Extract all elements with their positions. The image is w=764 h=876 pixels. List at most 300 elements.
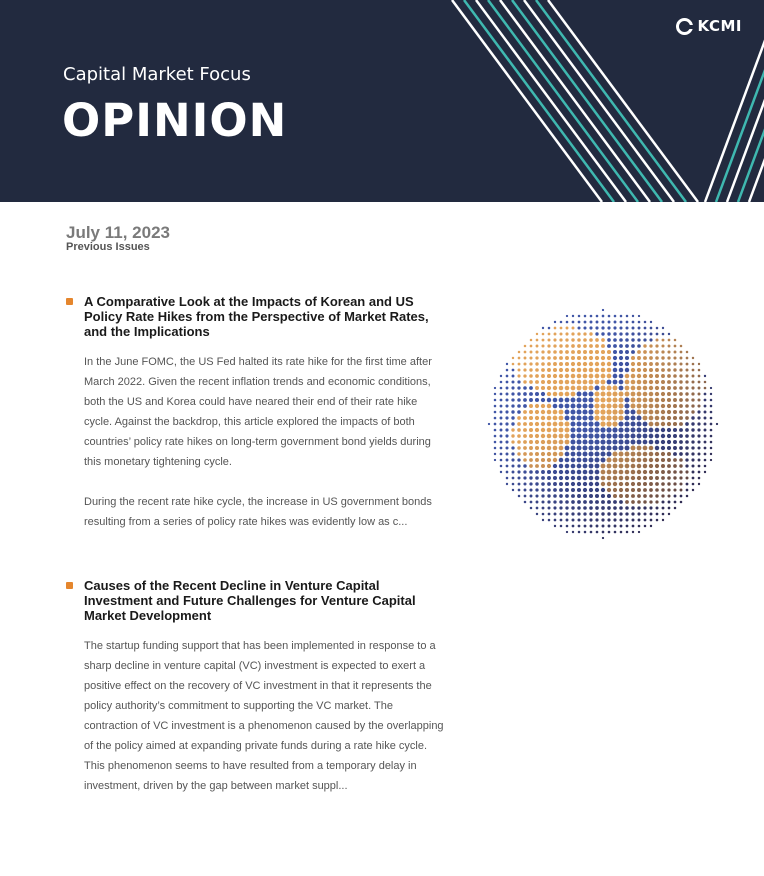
globe-dot [650,321,652,323]
globe-dot [686,489,689,492]
globe-dot [541,464,545,468]
globe-dot [638,315,640,317]
globe-dot [505,434,508,437]
globe-dot [685,422,689,426]
globe-dot [637,440,642,445]
globe-dot [571,374,576,379]
stripe-line [536,0,686,202]
globe-dot [506,465,509,468]
globe-dot [547,374,551,378]
globe-dot [511,440,514,443]
globe-dot [547,416,552,421]
article-title-link[interactable]: Causes of the Recent Decline in Venture Capital Investment and Future Challenges for Venture Capital Market Development [84,578,416,623]
globe-dot [668,333,670,335]
stripe-line [512,0,662,202]
globe-dot [649,482,653,486]
globe-dot [553,380,557,384]
globe-dot [494,393,496,395]
globe-dot [582,427,587,432]
globe-dot [619,458,624,463]
globe-dot [631,368,635,372]
globe-dot [656,327,659,330]
globe-dot [631,404,636,409]
globe-dot [643,440,648,445]
globe-dot [553,488,557,492]
globe-dot [500,405,503,408]
globe-dot [559,416,564,421]
globe-dot [613,494,617,498]
globe-dot [577,398,582,403]
page-title: OPINION [62,94,288,147]
globe-dot [674,495,677,498]
globe-dot [536,333,538,335]
globe-dot [583,362,587,366]
globe-dot [571,434,576,439]
globe-dot [668,345,671,348]
globe-dot [535,488,538,491]
globe-dot [541,362,545,366]
article-2 [66,578,450,796]
globe-dot [571,470,576,475]
globe-dot [595,482,599,486]
globe-dot [541,356,544,359]
globe-dot [649,344,652,347]
globe-dot [625,512,628,515]
globe-dot [601,512,604,515]
article-summary: The startup funding support that has been implemented in response to a sharp decline in venture capital (VC) investment is expected to exert a positive effect on the recovery of VC investment in that it represents the policy authority’s commitment to supporting the VC market. The contraction of VC investment is a phenomenon caused by the overlapping of the policy aimed at expanding private funds during a rate hike cycle. This phenomenon seems to have resulted from a temporary delay in investment, driven by the gap between market suppl... [84,640,444,792]
globe-dot [625,332,628,335]
globe-dot [602,537,604,539]
globe-dot [529,416,533,420]
globe-dot [698,483,700,485]
globe-dot [518,483,521,486]
globe-dot [692,375,695,378]
globe-dot [500,435,503,438]
globe-dot [643,368,647,372]
globe-dot [595,356,599,360]
globe-dot [631,338,634,341]
globe-dot [595,386,600,391]
logo-text: KCMI [697,17,742,35]
globe-dot [577,494,581,498]
globe-dot [559,458,564,463]
globe-dot [637,464,642,469]
globe-dot [679,368,682,371]
globe-dot [602,315,605,318]
globe-dot [535,428,539,432]
globe-dot [565,470,569,474]
globe-dot [614,315,617,318]
globe-dot [643,404,648,409]
globe-dot [559,482,563,486]
globe-dot [691,446,694,449]
globe-dot [578,321,581,324]
globe-dot [559,446,564,451]
globe-dot [565,506,568,509]
globe-dot [559,470,563,474]
globe-dot [601,338,605,342]
globe-dot [655,434,660,439]
globe-dot [607,344,611,348]
globe-dot [637,368,641,372]
globe-dot [620,525,623,528]
globe-dot [685,374,688,377]
globe-dot [553,404,558,409]
globe-dot [582,409,587,414]
globe-dot [674,501,677,504]
globe-dot [511,392,514,395]
globe-dot [553,356,557,360]
globe-dot [620,321,623,324]
globe-dot [553,440,558,445]
globe-dot [594,439,599,444]
globe-dot [643,344,646,347]
globe-dot [613,386,618,391]
globe-dot [517,434,521,438]
globe-dot [631,422,636,427]
globe-dot [559,506,562,509]
globe-dot [488,423,490,425]
globe-dot [523,374,526,377]
globe-dot [661,494,664,497]
globe-dot [511,428,514,431]
globe-dot [704,411,707,414]
previous-issues-link[interactable]: Previous Issues [66,241,150,253]
globe-dot [667,470,671,474]
globe-dot [500,447,503,450]
globe-dot [500,465,503,468]
globe-dot [643,470,647,474]
globe-dot [608,525,611,528]
globe-dot [686,495,689,498]
globe-dot [583,506,587,510]
globe-dot [547,446,551,450]
globe-dot [589,470,594,475]
globe-dot [680,351,683,354]
globe-dot [512,369,515,372]
globe-dot [637,488,641,492]
globe-dot [710,453,712,455]
globe-dot [571,392,576,397]
globe-dot [517,374,520,377]
globe-dot [601,500,605,504]
globe-dot [607,338,611,342]
globe-dot [643,398,648,403]
globe-dot [637,344,641,348]
globe-dot [512,477,515,480]
globe-dot [606,421,611,426]
globe-dot [673,422,677,426]
globe-dot [625,374,630,379]
globe-dot [661,464,665,468]
globe-dot [529,446,533,450]
globe-dot [685,440,689,444]
globe-dot [541,482,545,486]
globe-dot [583,398,588,403]
globe-dot [674,351,677,354]
globe-dot [649,404,654,409]
globe-dot [565,458,570,463]
globe-dot [649,368,653,372]
globe-dot [644,525,647,528]
globe-dot [607,500,611,504]
globe-dot [624,427,629,432]
globe-dot [625,404,630,409]
globe-dot [541,422,545,426]
globe-dot [553,362,557,366]
globe-dot [541,398,545,402]
globe-dot [619,380,624,385]
globe-dot [595,392,600,397]
globe-dot [691,386,694,389]
globe-dot [542,339,545,342]
globe-dot [547,356,551,360]
globe-dot [698,465,701,468]
globe-dot [667,386,671,390]
globe-dot [572,519,575,522]
globe-dot [535,392,539,396]
globe-dot [638,531,640,533]
globe-dot [583,452,588,457]
globe-dot [673,416,677,420]
globe-dot [674,507,677,510]
globe-dot [547,410,552,415]
globe-dot [655,470,659,474]
globe-dot [679,428,683,432]
globe-dot [637,470,641,474]
globe-dot [691,410,694,413]
globe-dot [607,368,612,373]
globe-dot [613,500,617,504]
globe-dot [583,386,588,391]
globe-dot [565,434,570,439]
globe-dot [500,411,503,414]
article-title-link[interactable]: A Comparative Look at the Impacts of Korean and US Policy Rate Hikes from the Perspective of Market Rates, and the Implications [84,294,429,339]
globe-dot [602,321,605,324]
globe-dot [595,452,600,457]
globe-dot [505,446,508,449]
globe-dot [655,356,659,360]
globe-dot [535,410,539,414]
globe-dot [577,350,581,354]
globe-dot [505,410,508,413]
globe-dot [565,494,569,498]
globe-dot [643,506,646,509]
globe-dot [511,410,514,413]
globe-dot [494,411,497,414]
globe-dot [637,410,642,415]
globe-dot [698,369,701,372]
globe-dot [517,386,520,389]
globe-dot [661,470,665,474]
globe-dot [612,403,617,408]
globe-dot [506,375,509,378]
globe-dot [583,332,586,335]
globe-dot [649,350,653,354]
globe-dot [588,403,593,408]
globe-dot [649,500,652,503]
globe-dot [541,434,545,438]
globe-dot [518,495,521,498]
globe-dot [535,350,538,353]
globe-dot [583,476,587,480]
globe-dot [643,362,647,366]
globe-dot [637,404,642,409]
globe-dot [529,398,533,402]
globe-dot [679,380,682,383]
globe-dot [632,315,634,317]
globe-dot [583,356,587,360]
globe-dot [494,405,497,408]
globe-dot [595,512,598,515]
globe-dot [606,439,611,444]
globe-dot [643,416,648,421]
globe-dot [523,470,526,473]
globe-dot [576,409,581,414]
globe-dot [631,506,634,509]
globe-dot [553,452,558,457]
globe-dot [601,392,606,397]
globe-dot [576,427,581,432]
globe-dot [655,446,659,450]
globe-dot [661,500,664,503]
globe-dot [559,338,562,341]
globe-dot [583,338,587,342]
globe-dot [511,446,514,449]
globe-dot [643,410,648,415]
globe-dot [547,428,552,433]
globe-dot [595,368,600,373]
globe-dot [600,427,605,432]
globe-dot [566,519,569,522]
globe-dot [601,470,606,475]
globe-dot [601,476,606,481]
globe-dot [601,332,604,335]
globe-dot [565,362,569,366]
globe-dot [679,482,682,485]
globe-dot [662,333,665,336]
globe-dot [631,392,636,397]
globe-dot [577,338,581,342]
globe-dot [649,356,653,360]
globe-dot [619,368,623,372]
globe-dot [655,458,659,462]
globe-dot [661,476,665,480]
globe-dot [589,326,592,329]
globe-dot [697,446,700,449]
globe-dot [655,500,658,503]
globe-dot [668,501,671,504]
globe-dot [577,344,581,348]
globe-dot [637,386,642,391]
globe-dot [559,398,564,403]
globe-dot [553,398,558,403]
globe-dot [577,464,582,469]
globe-dot [577,470,582,475]
globe-dot [667,422,671,426]
stripe-line [500,0,650,202]
globe-dot [613,506,617,510]
globe-dot [613,368,618,373]
globe-dot [553,392,558,397]
globe-dot [578,315,581,318]
globe-dot [679,464,682,467]
globe-dot [607,488,611,492]
globe-dot [650,519,653,522]
globe-dot [667,416,671,420]
globe-dot [553,416,558,421]
globe-dot [559,428,564,433]
globe-dot [547,392,551,396]
globe-dot [583,446,588,451]
globe-dot [637,374,641,378]
globe-dot [667,440,671,444]
globe-dot [553,344,556,347]
globe-dot [559,380,563,384]
globe-dot [589,512,592,515]
globe-dot [668,339,671,342]
globe-dot [674,339,677,342]
globe-dot [601,356,605,360]
globe-dot [685,392,688,395]
globe-dot [673,434,677,438]
globe-dot [511,464,514,467]
globe-dot [618,433,623,438]
globe-dot [631,332,634,335]
kcmi-logo[interactable] [676,17,742,35]
globe-dot [625,386,630,391]
globe-dot [668,507,671,510]
globe-dot [637,362,641,366]
globe-dot [661,422,665,426]
globe-dot [661,386,665,390]
globe-dot [649,362,653,366]
globe-dot [535,398,539,402]
globe-dot [529,482,532,485]
globe-dot [679,404,683,408]
globe-dot [547,476,551,480]
globe-dot [595,464,600,469]
globe-dot [559,494,563,498]
globe-dot [594,397,599,402]
globe-dot [506,471,509,474]
globe-dot [500,441,503,444]
globe-dot [612,433,617,438]
globe-dot [631,362,635,366]
globe-dot [548,507,551,510]
globe-dot [571,338,574,341]
globe-dot [542,507,545,510]
globe-dot [686,363,689,366]
globe-dot [547,440,551,444]
globe-dot [667,410,671,414]
globe-dot [710,399,713,402]
globe-dot [583,326,586,329]
globe-dot [661,356,664,359]
globe-dot [589,350,593,354]
globe-dot [577,506,581,510]
globe-dot [600,421,605,426]
globe-dot [692,363,695,366]
globe-dot [680,501,683,504]
globe-dot [595,338,599,342]
globe-dot [704,393,707,396]
globe-dot [547,494,550,497]
article-summary: In the June FOMC, the US Fed halted its rate hike for the first time after March 2022. Given the recent inflation trends and economic conditions, both the US and Korea could have neared their end of their rate hike cycle. Against the backdrop, this article explored the impacts of both countries’ policy rate hikes on long-term government bond yields during this monetary tightening cycle. During the recent rate hike cycle, the increase in US government bonds resulting from a series of policy rate hikes was evidently low as c... [84,356,432,528]
globe-dot [595,458,600,463]
globe-dot [685,404,689,408]
globe-dot [506,459,509,462]
